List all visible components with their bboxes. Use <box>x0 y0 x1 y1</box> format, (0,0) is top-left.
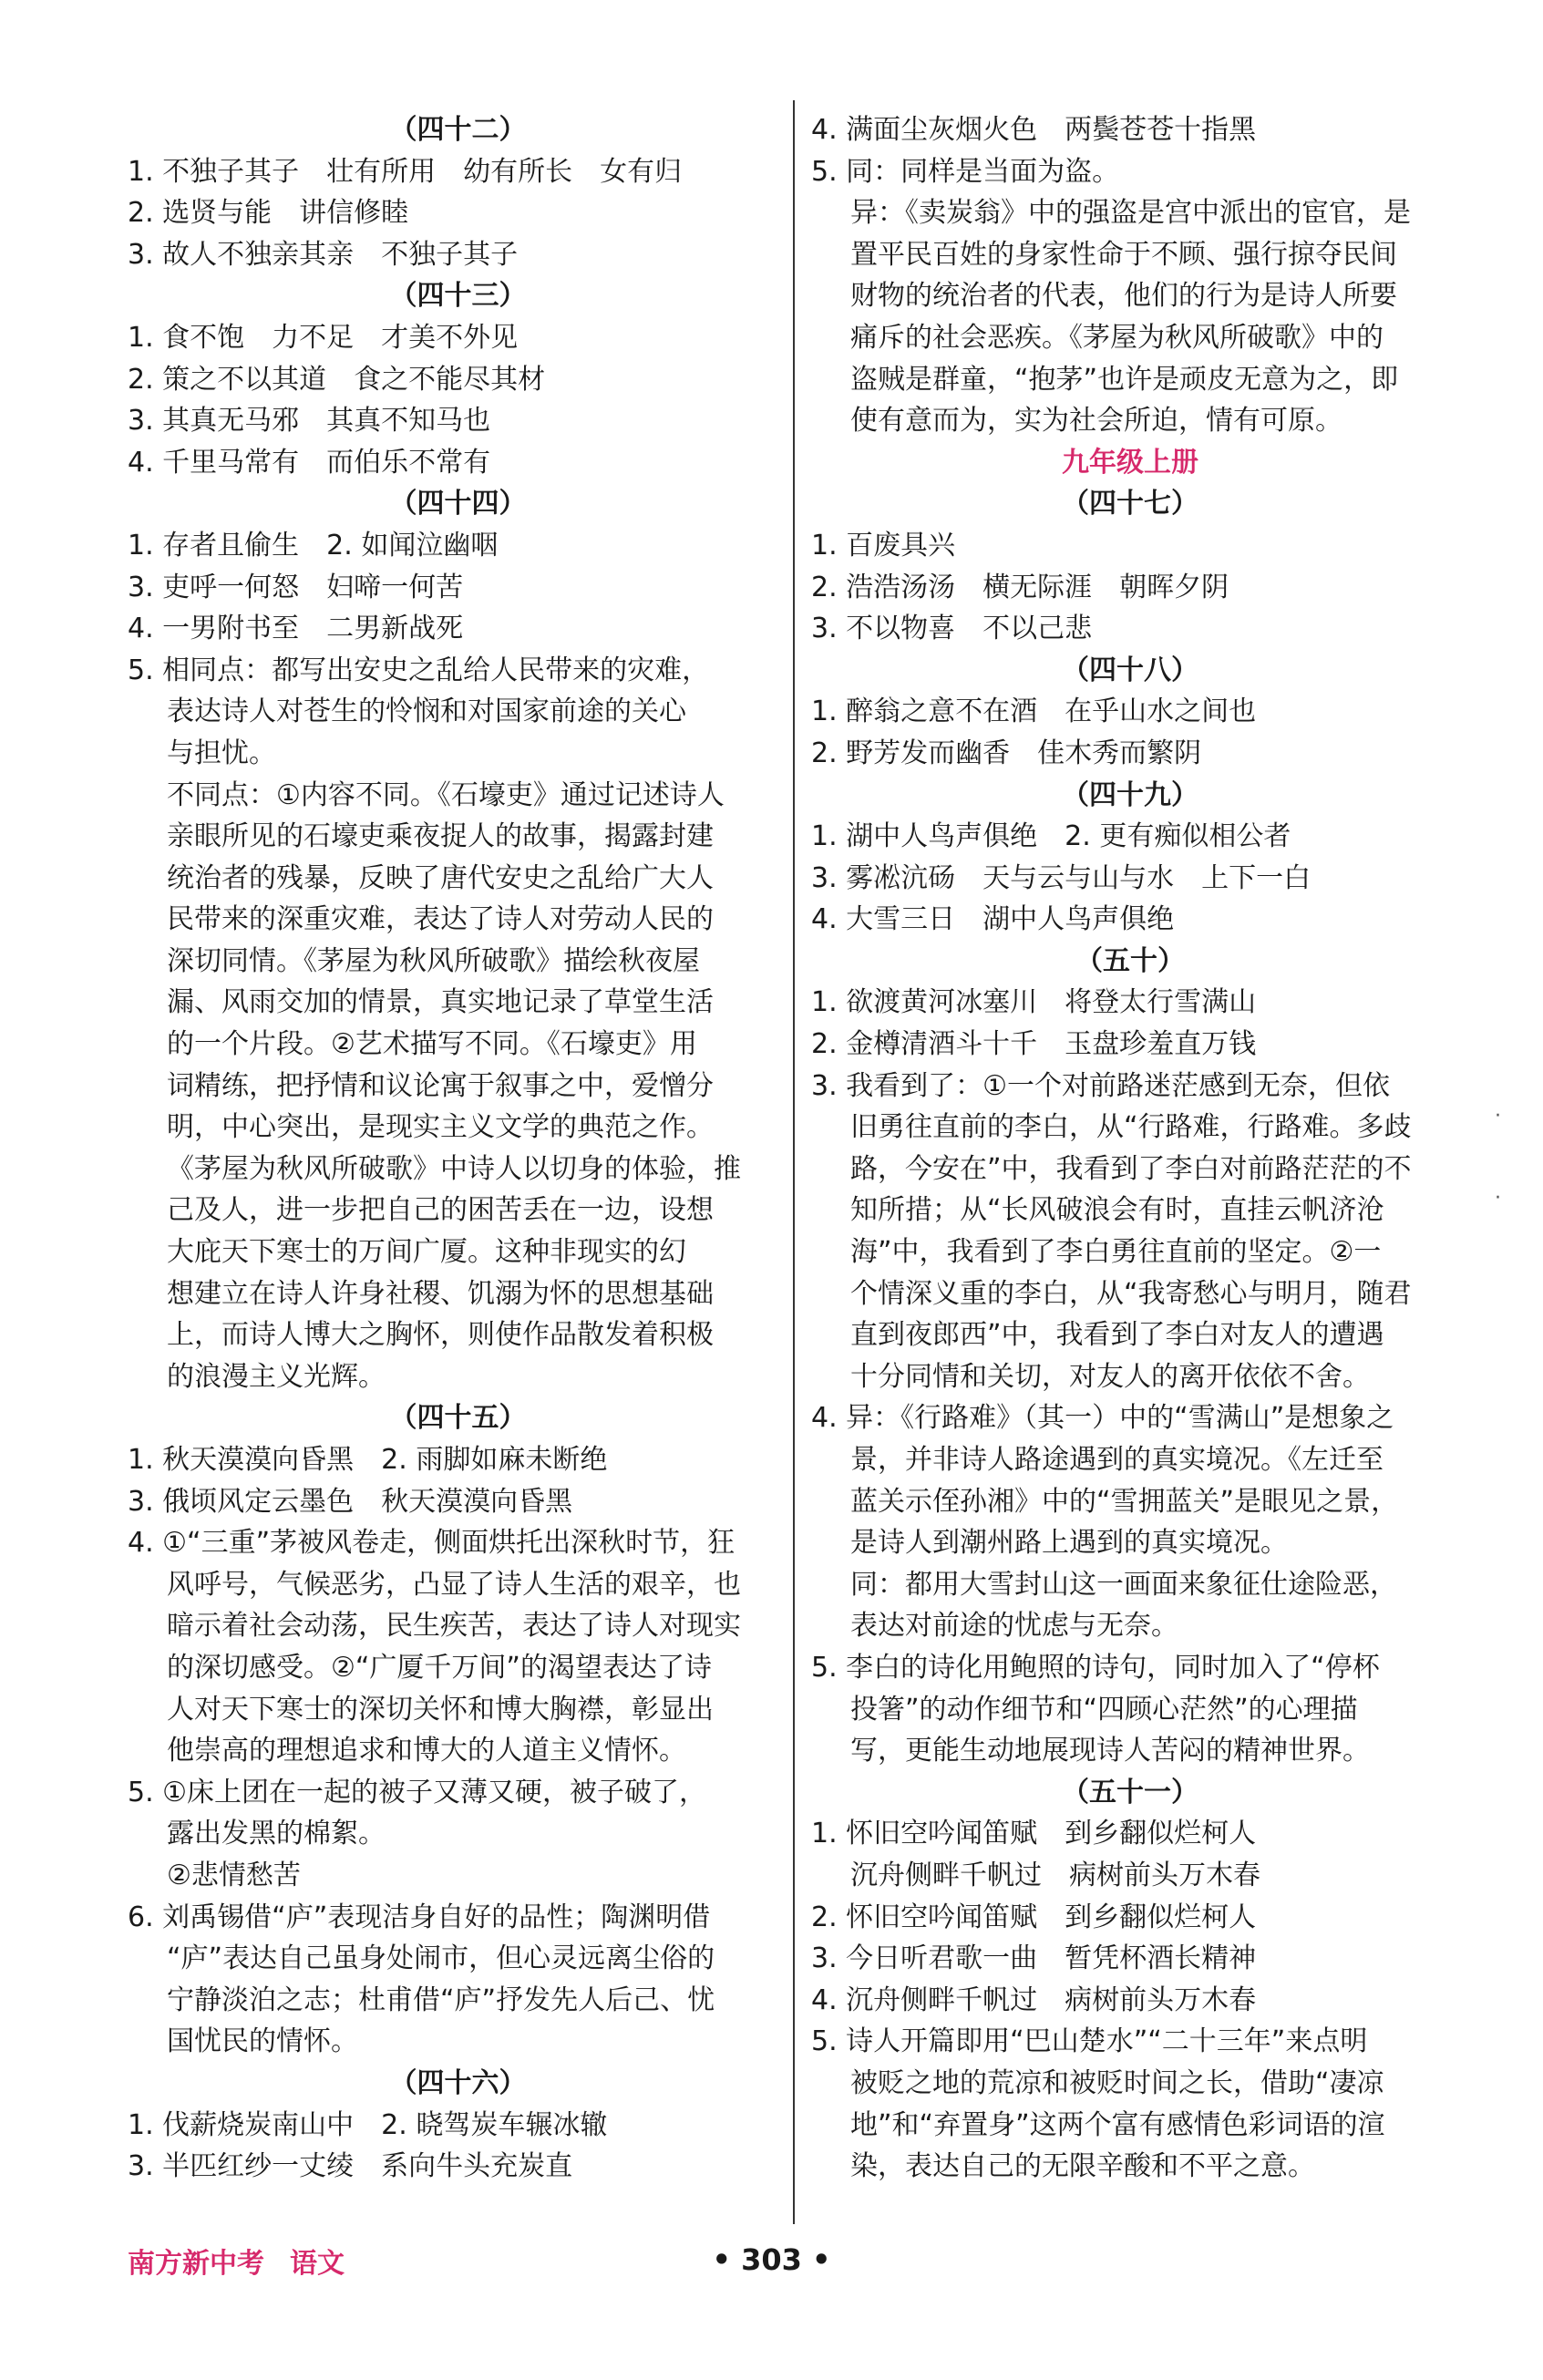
answer-continuation: 《茅屋为秋风所破歌》中诗人以切身的体验，推 <box>167 1152 741 1185</box>
answer-continuation: 旧勇往直前的李白，从“行路难，行路难。多歧 <box>850 1111 1412 1144</box>
answer-item: 5. 同：同样是当面为盗。 <box>811 155 1120 188</box>
answer-item: 1. 存者且偷生 2. 如闻泣幽咽 <box>128 529 499 562</box>
section-title: （四十二） <box>389 114 527 146</box>
answer-continuation: 同：都用大雪封山这一画面来象征仕途险恶， <box>850 1568 1397 1601</box>
answer-item: 4. 千里马常有 而伯乐不常有 <box>128 446 491 479</box>
subject-name: 语文 <box>290 2248 345 2280</box>
answer-item: 3. 俄顷风定云墨色 秋天漠漠向昏黑 <box>128 1485 573 1518</box>
answer-continuation: 的一个片段。②艺术描写不同。《石壕吏》用 <box>167 1028 697 1061</box>
answer-continuation: 大庇天下寒士的万间广厦。这种非现实的幻 <box>167 1236 686 1269</box>
answer-item: 3. 今日听君歌一曲 暂凭杯酒长精神 <box>811 1942 1257 1975</box>
answer-continuation: 个情深义重的李白，从“我寄愁心与明月，随君 <box>850 1277 1412 1310</box>
answer-continuation: 宁静淡泊之志；杜甫借“庐”抒发先人后己、忧 <box>167 1983 715 2016</box>
answer-item: 1. 欲渡黄河冰塞川 将登太行雪满山 <box>811 986 1257 1019</box>
answer-item: 5. 相同点：都写出安史之乱给人民带来的灾难， <box>128 654 710 686</box>
column-divider <box>793 100 795 2224</box>
answer-continuation: 明，中心突出，是现实主义文学的典范之作。 <box>167 1111 714 1144</box>
answer-continuation: 的深切感受。②“广厦千万间”的渴望表达了诗 <box>167 1651 712 1684</box>
brand-name: 南方新中考 <box>128 2248 264 2280</box>
answer-item: 2. 金樽清酒斗十千 玉盘珍羞直万钱 <box>811 1028 1257 1061</box>
right-column <box>811 109 1449 2188</box>
answer-item: 5. 李白的诗化用鲍照的诗句，同时加入了“停杯 <box>811 1651 1380 1684</box>
answer-continuation: “庐”表达自己虽身处闹市，但心灵远离尘俗的 <box>167 1942 715 1975</box>
grade-heading: 九年级上册 <box>1062 446 1198 479</box>
answer-continuation: 使有意而为，实为社会所迫，情有可原。 <box>850 405 1342 438</box>
answer-continuation: 词精练，把抒情和议论寓于叙事之中，爱憎分 <box>167 1069 714 1102</box>
answer-item: 2. 野芳发而幽香 佳木秀而繁阴 <box>811 737 1202 769</box>
answer-continuation: 国忧民的情怀。 <box>167 2025 358 2058</box>
margin-marks: · · <box>1495 1105 1501 1210</box>
section-title: （四十三） <box>389 280 527 313</box>
answer-continuation: 不同点：①内容不同。《石壕吏》通过记述诗人 <box>167 778 725 811</box>
answer-item: 5. ①床上团在一起的被子又薄又硬，被子破了， <box>128 1776 707 1808</box>
section-title: （四十五） <box>389 1402 527 1435</box>
answer-continuation: 民带来的深重灾难，表达了诗人对劳动人民的 <box>167 903 714 936</box>
answer-continuation: 表达对前途的忧虑与无奈。 <box>850 1610 1178 1643</box>
answer-continuation: 亲眼所见的石壕吏乘夜捉人的故事，揭露封建 <box>167 820 714 853</box>
answer-item: 1. 秋天漠漠向昏黑 2. 雨脚如麻未断绝 <box>128 1444 608 1476</box>
answer-item: 3. 吏呼一何怒 妇啼一何苦 <box>128 571 464 603</box>
answer-item: 2. 怀旧空吟闻笛赋 到乡翻似烂柯人 <box>811 1901 1257 1933</box>
answer-continuation: 被贬之地的荒凉和被贬时间之长，借助“凄凉 <box>850 2066 1384 2099</box>
answer-item: 1. 怀旧空吟闻笛赋 到乡翻似烂柯人 <box>811 1818 1257 1850</box>
answer-item: 4. 满面尘灰烟火色 两鬓苍苍十指黑 <box>811 114 1257 146</box>
answer-continuation: ②悲情愁苦 <box>167 1859 301 1891</box>
answer-item: 2. 浩浩汤汤 横无际涯 朝晖夕阴 <box>811 571 1229 603</box>
answer-continuation: 想建立在诗人许身社稷、饥溺为怀的思想基础 <box>167 1277 714 1310</box>
answer-continuation: 地”和“弃置身”这两个富有感情色彩词语的渲 <box>850 2108 1385 2141</box>
answer-item: 4. 一男附书至 二男新战死 <box>128 613 464 645</box>
answer-continuation: 痛斥的社会恶疾。《茅屋为秋风所破歌》中的 <box>850 321 1384 354</box>
answer-item: 1. 百废具兴 <box>811 529 956 562</box>
answer-continuation: 漏、风雨交加的情景，真实地记录了草堂生活 <box>167 986 714 1019</box>
answer-item: 2. 选贤与能 讲信修睦 <box>128 197 409 230</box>
section-title: （四十九） <box>1062 778 1198 811</box>
answer-item: 1. 不独子其子 壮有所用 幼有所长 女有归 <box>128 155 683 188</box>
section-title: （四十六） <box>389 2066 527 2099</box>
answer-continuation: 是诗人到潮州路上遇到的真实境况。 <box>850 1527 1288 1560</box>
answer-item: 3. 其真无马邪 其真不知马也 <box>128 405 491 438</box>
answer-continuation: 露出发黑的棉絮。 <box>167 1818 386 1850</box>
answer-item: 4. 异：《行路难》（其一）中的“雪满山”是想象之 <box>811 1402 1394 1435</box>
section-title: （四十八） <box>1062 654 1198 686</box>
answer-continuation: 直到夜郎西”中，我看到了李白对友人的遭遇 <box>850 1319 1384 1352</box>
answer-continuation: 蓝关示侄孙湘》中的“雪拥蓝关”是眼见之景， <box>850 1485 1399 1518</box>
answer-continuation: 十分同情和关切，对友人的离开依依不舍。 <box>850 1360 1370 1393</box>
answer-continuation: 写，更能生动地展现诗人苦闷的精神世界。 <box>850 1735 1370 1767</box>
section-title: （五十一） <box>1062 1776 1198 1808</box>
answer-item: 3. 雾凇沆砀 天与云与山与水 上下一白 <box>811 861 1312 894</box>
answer-continuation: 景，并非诗人路途遇到的真实境况。《左迁至 <box>850 1444 1384 1476</box>
answer-item: 4. ①“三重”茅被风卷走，侧面烘托出深秋时节，狂 <box>128 1527 735 1560</box>
answer-continuation: 投箸”的动作细节和“四顾心茫然”的心理描 <box>850 1693 1358 1726</box>
answer-item: 3. 故人不独亲其亲 不独子其子 <box>128 238 519 271</box>
answer-item: 1. 伐薪烧炭南山中 2. 晓驾炭车辗冰辙 <box>128 2108 608 2141</box>
section-title: （五十） <box>1075 944 1185 977</box>
answer-item: 5. 诗人开篇即用“巴山楚水”“二十三年”来点明 <box>811 2025 1368 2058</box>
answer-item: 3. 半匹红纱一丈绫 系向牛头充炭直 <box>128 2150 573 2183</box>
left-column <box>128 109 788 2188</box>
answer-continuation: 与担忧。 <box>167 737 276 769</box>
answer-continuation: 风呼号，气候恶劣，凸显了诗人生活的艰辛，也 <box>167 1568 741 1601</box>
answer-continuation: 己及人，进一步把自己的困苦丢在一边，设想 <box>167 1194 714 1227</box>
answer-item: 3. 不以物喜 不以己悲 <box>811 613 1093 645</box>
answer-continuation: 盗贼是群童，“抱茅”也许是顽皮无意为之，即 <box>850 363 1399 396</box>
answer-item: 2. 策之不以其道 食之不能尽其材 <box>128 363 546 396</box>
answer-continuation: 他崇高的理想追求和博大的人道主义情怀。 <box>167 1735 686 1767</box>
answer-continuation: 的浪漫主义光辉。 <box>167 1360 386 1393</box>
page-number: • 303 • <box>712 2242 831 2277</box>
answer-continuation: 知所措；从“长风破浪会有时，直挂云帆济沧 <box>850 1194 1384 1227</box>
answer-continuation: 置平民百姓的身家性命于不顾、强行掠夺民间 <box>850 238 1397 271</box>
answer-item: 4. 大雪三日 湖中人鸟声俱绝 <box>811 903 1175 936</box>
answer-item: 6. 刘禹锡借“庐”表现洁身自好的品性；陶渊明借 <box>128 1901 711 1933</box>
answer-continuation: 沉舟侧畔千帆过 病树前头万木春 <box>850 1859 1260 1891</box>
answer-item: 1. 食不饱 力不足 才美不外见 <box>128 321 519 354</box>
answer-continuation: 深切同情。《茅屋为秋风所破歌》描绘秋夜屋 <box>167 944 700 977</box>
answer-continuation: 海”中，我看到了李白勇往直前的坚定。②一 <box>850 1236 1382 1269</box>
answer-continuation: 表达诗人对苍生的怜悯和对国家前途的关心 <box>167 695 686 728</box>
answer-item: 3. 我看到了：①一个对前路迷茫感到无奈，但依 <box>811 1069 1391 1102</box>
answer-continuation: 染，表达自己的无限辛酸和不平之意。 <box>850 2150 1315 2183</box>
answer-item: 1. 醉翁之意不在酒 在乎山水之间也 <box>811 695 1257 728</box>
answer-continuation: 暗示着社会动荡，民生疾苦，表达了诗人对现实 <box>167 1610 741 1643</box>
answer-item: 4. 沉舟侧畔千帆过 病树前头万木春 <box>811 1983 1257 2016</box>
answer-continuation: 异：《卖炭翁》中的强盗是宫中派出的宦官，是 <box>850 197 1411 230</box>
answer-continuation: 统治者的残暴，反映了唐代安史之乱给广大人 <box>167 861 714 894</box>
answer-continuation: 人对天下寒士的深切关怀和博大胸襟，彰显出 <box>167 1693 714 1726</box>
answer-item: 1. 湖中人鸟声俱绝 2. 更有痴似相公者 <box>811 820 1291 853</box>
answer-continuation: 路，今安在”中，我看到了李白对前路茫茫的不 <box>850 1152 1412 1185</box>
answer-continuation: 财物的统治者的代表，他们的行为是诗人所要 <box>850 280 1397 313</box>
answer-continuation: 上，而诗人博大之胸怀，则使作品散发着积极 <box>167 1319 714 1352</box>
section-title: （四十七） <box>1062 488 1198 520</box>
section-title: （四十四） <box>389 488 527 520</box>
